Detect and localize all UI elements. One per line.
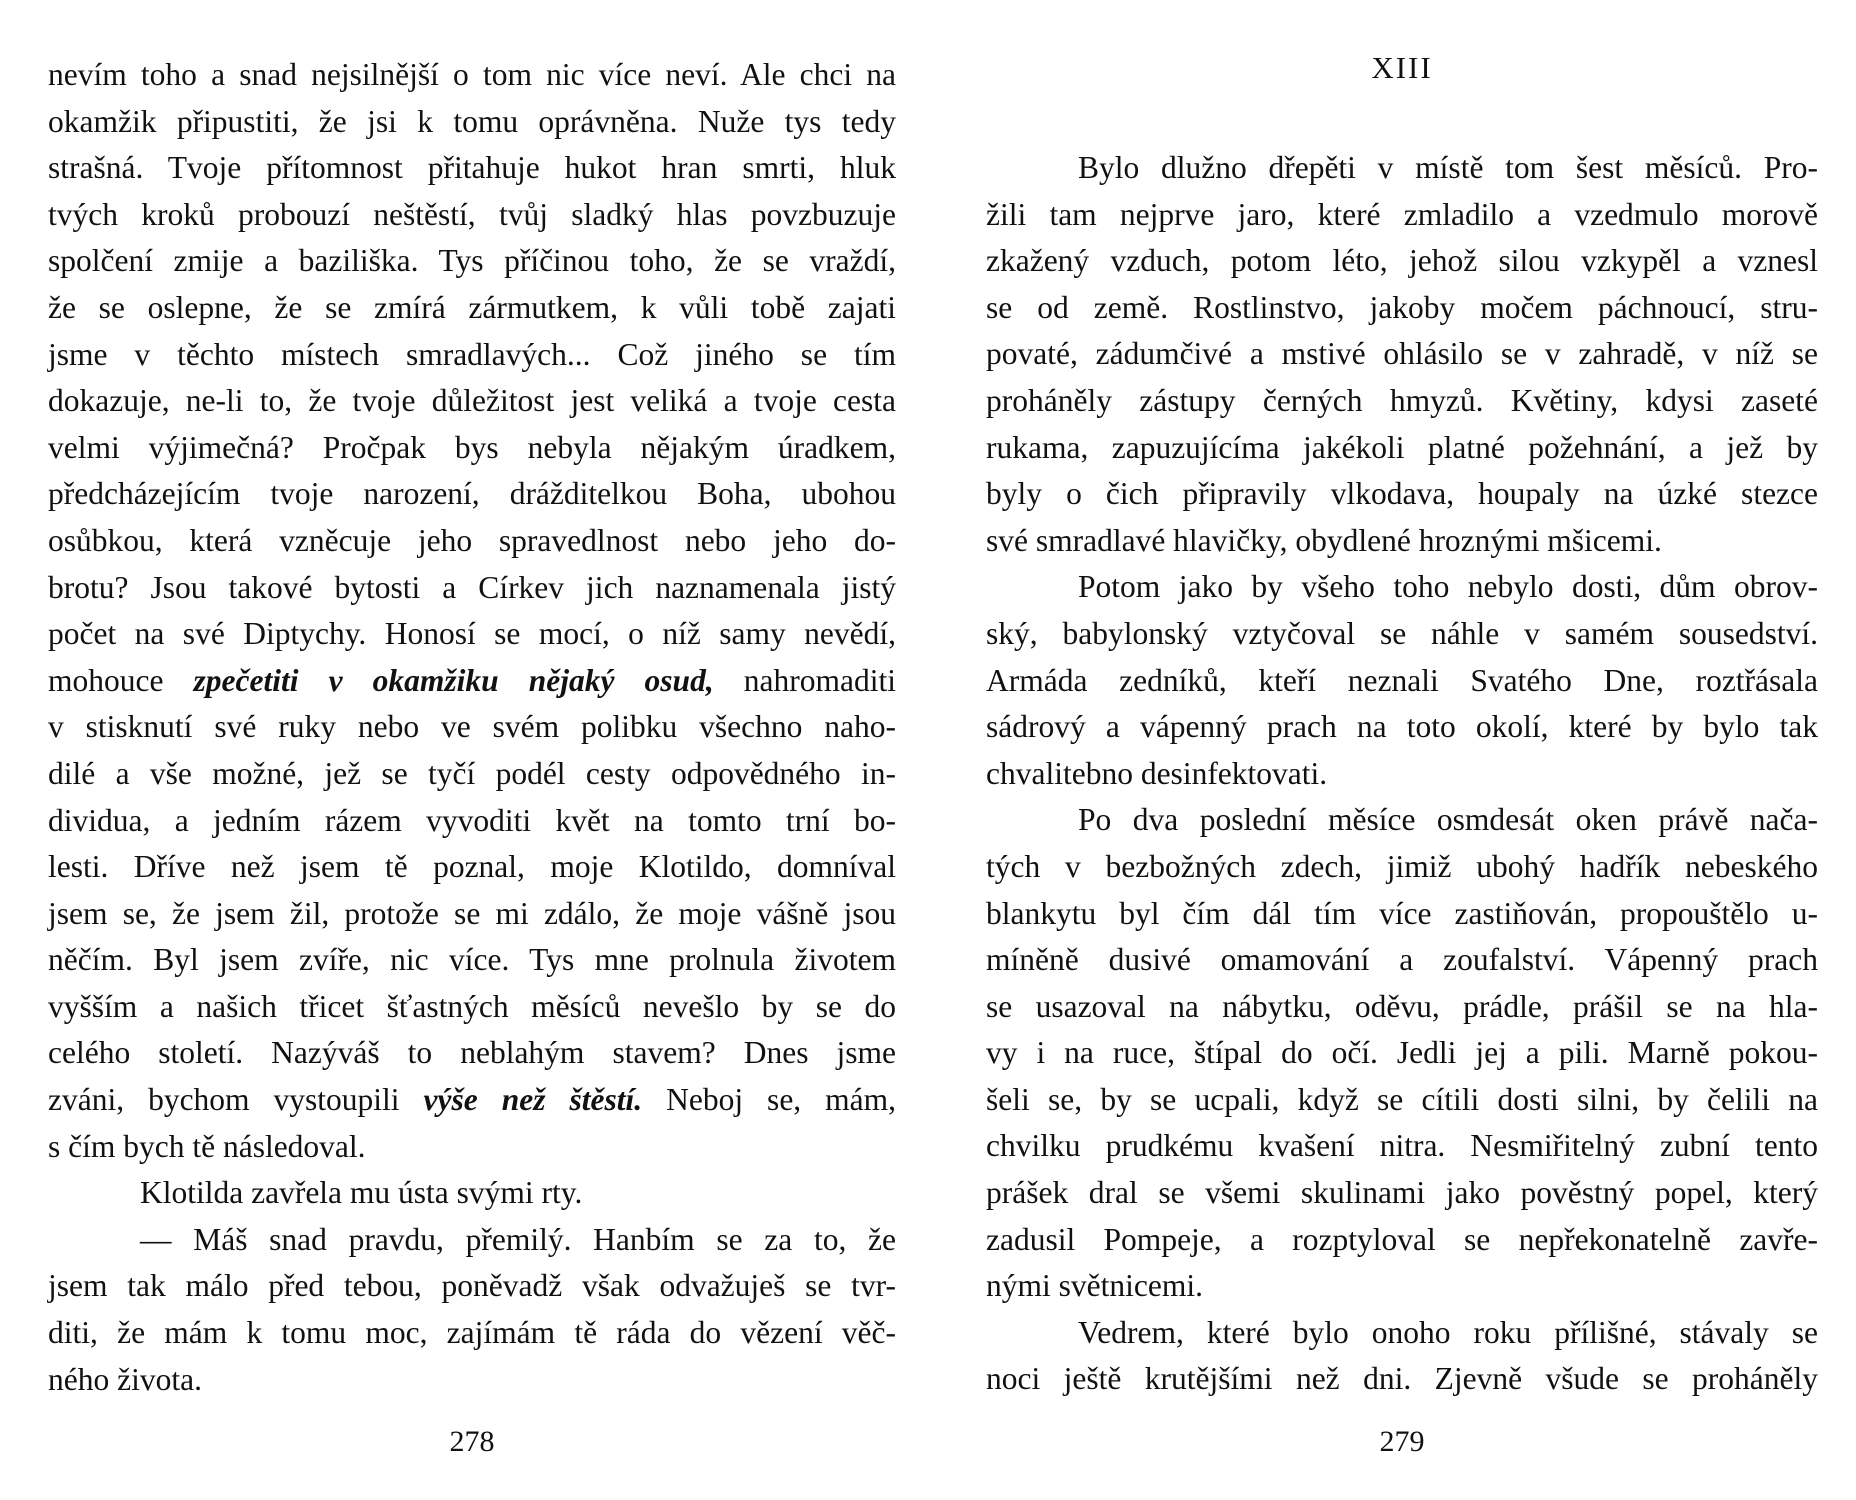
text-line: jsme v těchto místech smradlavých... Což jiného se tím	[48, 336, 896, 372]
text-line: Armáda zedníků, kteří neznali Svatého Dne, roztřásala	[986, 662, 1818, 698]
text-line	[48, 658, 896, 705]
text-line: osůbkou, která vzněcuje jeho spravedlnost nebo jeho do-	[48, 522, 896, 558]
text-line: lesti. Dříve než jsem tě poznal, moje Klotildo, domníval	[48, 849, 896, 885]
text-line: počet na své Diptychy. Honosí se mocí, o níž samy nevědí,	[48, 616, 896, 652]
text-line: Vedrem, které bylo onoho roku přílišné, stávaly se	[1078, 1314, 1818, 1350]
text-line	[48, 1077, 896, 1124]
text-line: nevím toho a snad nejsilnější o tom nic více neví. Ale chci na	[48, 57, 896, 92]
text-line: něčím. Byl jsem zvíře, nic více. Tys mne prolnula životem	[48, 942, 896, 978]
text-line: tých v bezbožných zdech, jimiž ubohý hadřík nebeského	[986, 848, 1818, 884]
italic-phrase: výše než štěstí.	[423, 1082, 643, 1118]
chapter-heading: XIII	[1371, 50, 1433, 85]
text-line: rukama, zapuzujícíma jakékoli platné požehnání, a jež by	[986, 429, 1818, 465]
left-page-text	[48, 52, 896, 1403]
text-line: prášek dral se všemi skulinami jako pověstný popel, který	[986, 1175, 1818, 1211]
text-line: s čím bych tě následoval.	[48, 1128, 366, 1164]
text-line: vy i na ruce, štípal do očí. Jedli jej a pili. Marně pokou-	[986, 1035, 1818, 1071]
text-line: Po dva poslední měsíce osmdesát oken právě nača-	[1078, 802, 1818, 838]
text-line: chvalitebno desinfektovati.	[986, 755, 1328, 791]
text-line: jsem se, že jsem žil, protože se mi zdálo, že moje vášně jsou	[48, 895, 896, 931]
text-line: nými světnicemi.	[986, 1268, 1203, 1304]
right-page-text	[986, 145, 1818, 1403]
text-line: své smradlavé hlavičky, obydlené hroznými mšicemi.	[986, 522, 1662, 558]
text-line: blankytu byl čím dál tím více zastiňován, propouštělo u-	[986, 895, 1818, 931]
text-line: jsem tak málo před tebou, poněvadž však odvažuješ se tvr-	[48, 1268, 896, 1304]
text-line: spolčení zmije a baziliška. Tys příčinou toho, že se vraždí,	[48, 243, 896, 279]
text-line: že se oslepne, že se zmírá zármutkem, k vůli tobě zajati	[48, 289, 896, 325]
text-line: strašná. Tvoje přítomnost přitahuje hukot hran smrti, hluk	[48, 150, 896, 186]
text-line: dividua, a jedním rázem vyvoditi květ na tomto trní bo-	[48, 802, 896, 838]
text-line: se usazoval na nábytku, oděvu, prádle, prášil se na hla-	[986, 988, 1818, 1024]
left-page	[48, 0, 896, 1500]
right-page	[986, 0, 1818, 1500]
text-line: zadusil Pompeje, a rozptyloval se nepřekonatelně zavře-	[986, 1221, 1818, 1257]
text-line: dilé a vše možné, jež se tyčí podél cesty odpovědného in-	[48, 755, 896, 791]
italic-phrase: zpečetiti v okamžiku nějaký osud,	[193, 662, 714, 698]
text-line: noci ještě krutějšími než dni. Zjevně všude se proháněly	[986, 1361, 1818, 1397]
text-fragment: Neboj se, mám,	[666, 1082, 897, 1118]
text-line: předcházejícím tvoje narození, drážditelkou Boha, ubohou	[48, 476, 896, 512]
text-line: proháněly zástupy černých hmyzů. Květiny, kdysi zaseté	[986, 382, 1818, 418]
text-line: ský, babylonský vztyčoval se náhle v samém sousedství.	[986, 615, 1818, 651]
text-line: se od země. Rostlinstvo, jakoby močem páchnoucí, stru-	[986, 289, 1818, 325]
text-line: v stisknutí své ruky nebo ve svém polibku všechno naho-	[48, 709, 896, 745]
text-line: míněně dusivé omamování a zoufalství. Vápenný prach	[986, 942, 1818, 978]
text-line: okamžik připustiti, že jsi k tomu oprávněna. Nuže tys tedy	[48, 103, 896, 139]
text-fragment: zváni, bychom vystoupili	[48, 1082, 400, 1118]
text-fragment: nahromaditi	[743, 662, 897, 698]
text-line: velmi výjimečná? Pročpak bys nebyla nějakým úradkem,	[48, 429, 896, 465]
text-line: chvilku prudkému kvašení nitra. Nesmiřitelný zubní tento	[986, 1128, 1818, 1164]
page-number: 279	[1379, 1425, 1425, 1458]
text-line: Potom jako by všeho toho nebylo dosti, dům obrov-	[1078, 569, 1818, 605]
text-line: sádrový a vápenný prach na toto okolí, které by bylo tak	[986, 709, 1818, 745]
text-line: Klotilda zavřela mu ústa svými rty.	[140, 1175, 583, 1211]
text-line: ného života.	[48, 1361, 202, 1397]
text-line: vyšším a našich třicet šťastných měsíců nevešlo by se do	[48, 988, 896, 1024]
text-fragment: mohouce	[48, 662, 164, 698]
page-number: 278	[449, 1425, 495, 1458]
text-line: celého století. Nazýváš to neblahým stavem? Dnes jsme	[48, 1035, 896, 1071]
text-line: — Máš snad pravdu, přemilý. Hanbím se za to, že	[140, 1221, 896, 1257]
text-line: šeli se, by se ucpali, když se cítili dosti silni, by čelili na	[986, 1081, 1818, 1117]
text-line: dokazuje, ne-li to, že tvoje důležitost jest veliká a tvoje cesta	[48, 383, 896, 419]
text-line: žili tam nejprve jaro, které zmladilo a vzedmulo morově	[986, 196, 1818, 232]
text-line: povaté, zádumčivé a mstivé ohlásilo se v zahradě, v níž se	[986, 336, 1818, 372]
text-line: byly o čich připravily vlkodava, houpaly na úzké stezce	[986, 476, 1818, 512]
text-line: brotu? Jsou takové bytosti a Církev jich naznamenala jistý	[48, 569, 896, 605]
text-line: zkažený vzduch, potom léto, jehož silou vzkypěl a vznesl	[986, 243, 1818, 279]
text-line: Bylo dlužno dřepěti v místě tom šest měsíců. Pro-	[1078, 150, 1818, 185]
text-line: diti, že mám k tomu moc, zajímám tě ráda do vězení věč-	[48, 1315, 896, 1351]
text-line: tvých kroků probouzí neštěstí, tvůj sladký hlas povzbuzuje	[48, 196, 896, 232]
